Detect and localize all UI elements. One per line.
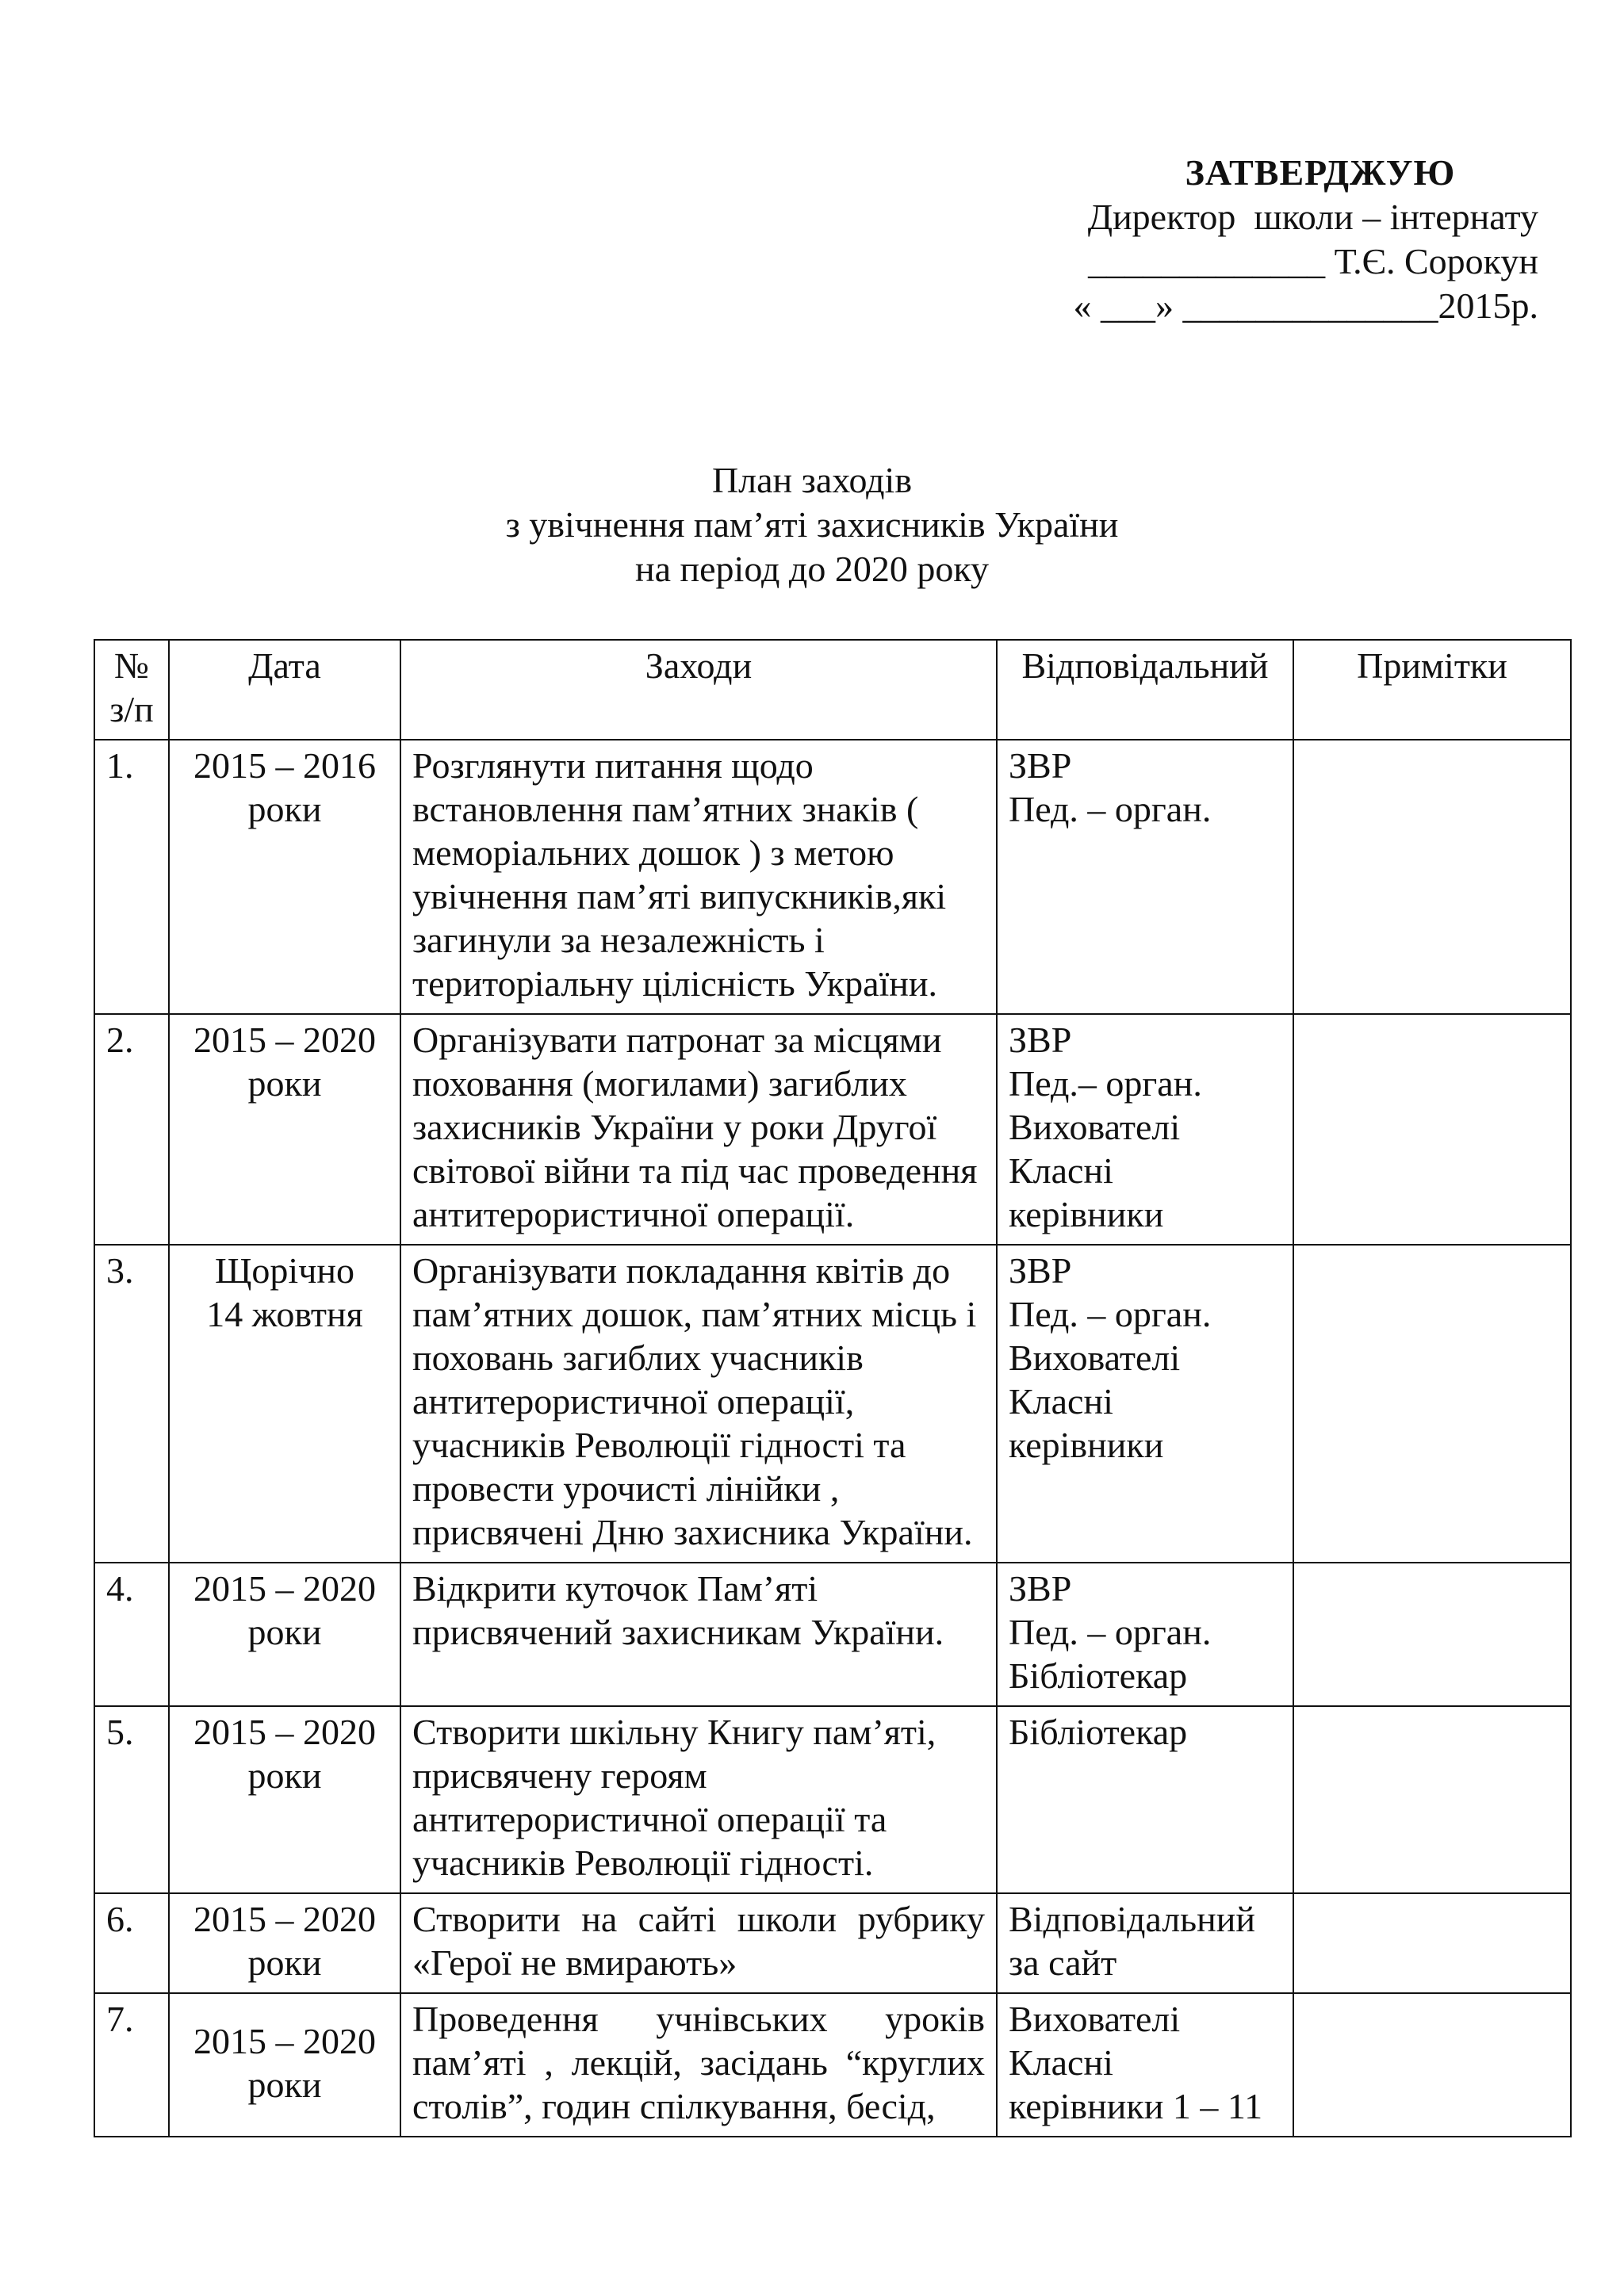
table-header-row	[94, 640, 1571, 740]
table-row	[94, 1014, 1571, 1245]
row-notes	[1293, 1014, 1571, 1245]
row-number: 3.	[94, 1245, 169, 1563]
row-number: 2.	[94, 1014, 169, 1245]
header-activity: Заходи	[400, 640, 997, 740]
row-notes	[1293, 1706, 1571, 1893]
row-notes	[1293, 1993, 1571, 2137]
plan-table	[94, 639, 1572, 2137]
row-number: 6.	[94, 1893, 169, 1993]
row-activity: Створити на сайті школи рубрику «Герої не вмирають»	[400, 1893, 997, 1993]
document-title-line-2: з увічнення пам’яті захисників України	[505, 504, 1119, 545]
row-date: 2015 – 2020 роки	[169, 1993, 400, 2137]
table-row	[94, 1993, 1571, 2137]
table-row	[94, 740, 1571, 1014]
row-responsible: Вихователі Класні керівники 1 – 11	[997, 1993, 1293, 2137]
row-date: 2015 – 2016 роки	[169, 740, 400, 1014]
document-title	[0, 458, 1624, 591]
approval-position: Директор школи – інтернату	[1087, 197, 1538, 237]
row-activity: Розглянути питання щодо встановлення пам’ятних знаків ( меморіальних дошок ) з метою увічнення пам’яті випускників,які загинули за незалежність і територіальну цілісність України.	[400, 740, 997, 1014]
row-date: 2015 – 2020 роки	[169, 1893, 400, 1993]
row-responsible: ЗВР Пед. – орган.	[997, 740, 1293, 1014]
header-number: № з/п	[94, 640, 169, 740]
document-title-line-1: План заходів	[711, 460, 913, 500]
row-activity: Проведення учнівських уроків пам’яті , лекцій, засідань “круглих столів”, годин спілкування, бесід,	[400, 1993, 997, 2137]
header-responsible: Відповідальний	[997, 640, 1293, 740]
row-responsible: ЗВР Пед. – орган. Бібліотекар	[997, 1563, 1293, 1706]
row-date: 2015 – 2020 роки	[169, 1014, 400, 1245]
table-row	[94, 1245, 1571, 1563]
row-responsible: ЗВР Пед. – орган. Вихователі Класні керівники	[997, 1245, 1293, 1563]
table-row	[94, 1893, 1571, 1993]
row-notes	[1293, 740, 1571, 1014]
row-activity: Відкрити куточок Пам’яті присвячений захисникам України.	[400, 1563, 997, 1706]
row-responsible: ЗВР Пед.– орган. Вихователі Класні керівники	[997, 1014, 1293, 1245]
approval-block	[983, 151, 1538, 328]
document-title-line-3: на період до 2020 року	[634, 549, 990, 589]
row-activity: Створити шкільну Книгу пам’яті, присвячену героям антитерористичної операції та учасників Революції гідності.	[400, 1706, 997, 1893]
row-activity: Організувати патронат за місцями поховання (могилами) загиблих захисників України у роки Другої світової війни та під час проведення антитерористичної операції.	[400, 1014, 997, 1245]
row-notes	[1293, 1245, 1571, 1563]
row-number: 7.	[94, 1993, 169, 2137]
row-responsible: Бібліотекар	[997, 1706, 1293, 1893]
row-notes	[1293, 1563, 1571, 1706]
approval-date-line: « ___» ______________2015р.	[1073, 285, 1538, 326]
table-row	[94, 1706, 1571, 1893]
table-row	[94, 1563, 1571, 1706]
row-activity: Організувати покладання квітів до пам’ятних дошок, пам’ятних місць і поховань загиблих учасників антитерористичної операції, учасників Революції гідності та провести урочисті лінійки , присвячені Дню захисника України.	[400, 1245, 997, 1563]
row-date: 2015 – 2020 роки	[169, 1563, 400, 1706]
approval-signature-line: _____________ Т.Є. Сорокун	[1088, 241, 1538, 281]
row-number: 1.	[94, 740, 169, 1014]
header-date: Дата	[169, 640, 400, 740]
approval-title: ЗАТВЕРДЖУЮ	[1185, 152, 1456, 193]
row-date: 2015 – 2020 роки	[169, 1706, 400, 1893]
row-date: Щорічно 14 жовтня	[169, 1245, 400, 1563]
row-responsible: Відповідальний за сайт	[997, 1893, 1293, 1993]
row-notes	[1293, 1893, 1571, 1993]
row-number: 5.	[94, 1706, 169, 1893]
row-number: 4.	[94, 1563, 169, 1706]
header-notes: Примітки	[1293, 640, 1571, 740]
